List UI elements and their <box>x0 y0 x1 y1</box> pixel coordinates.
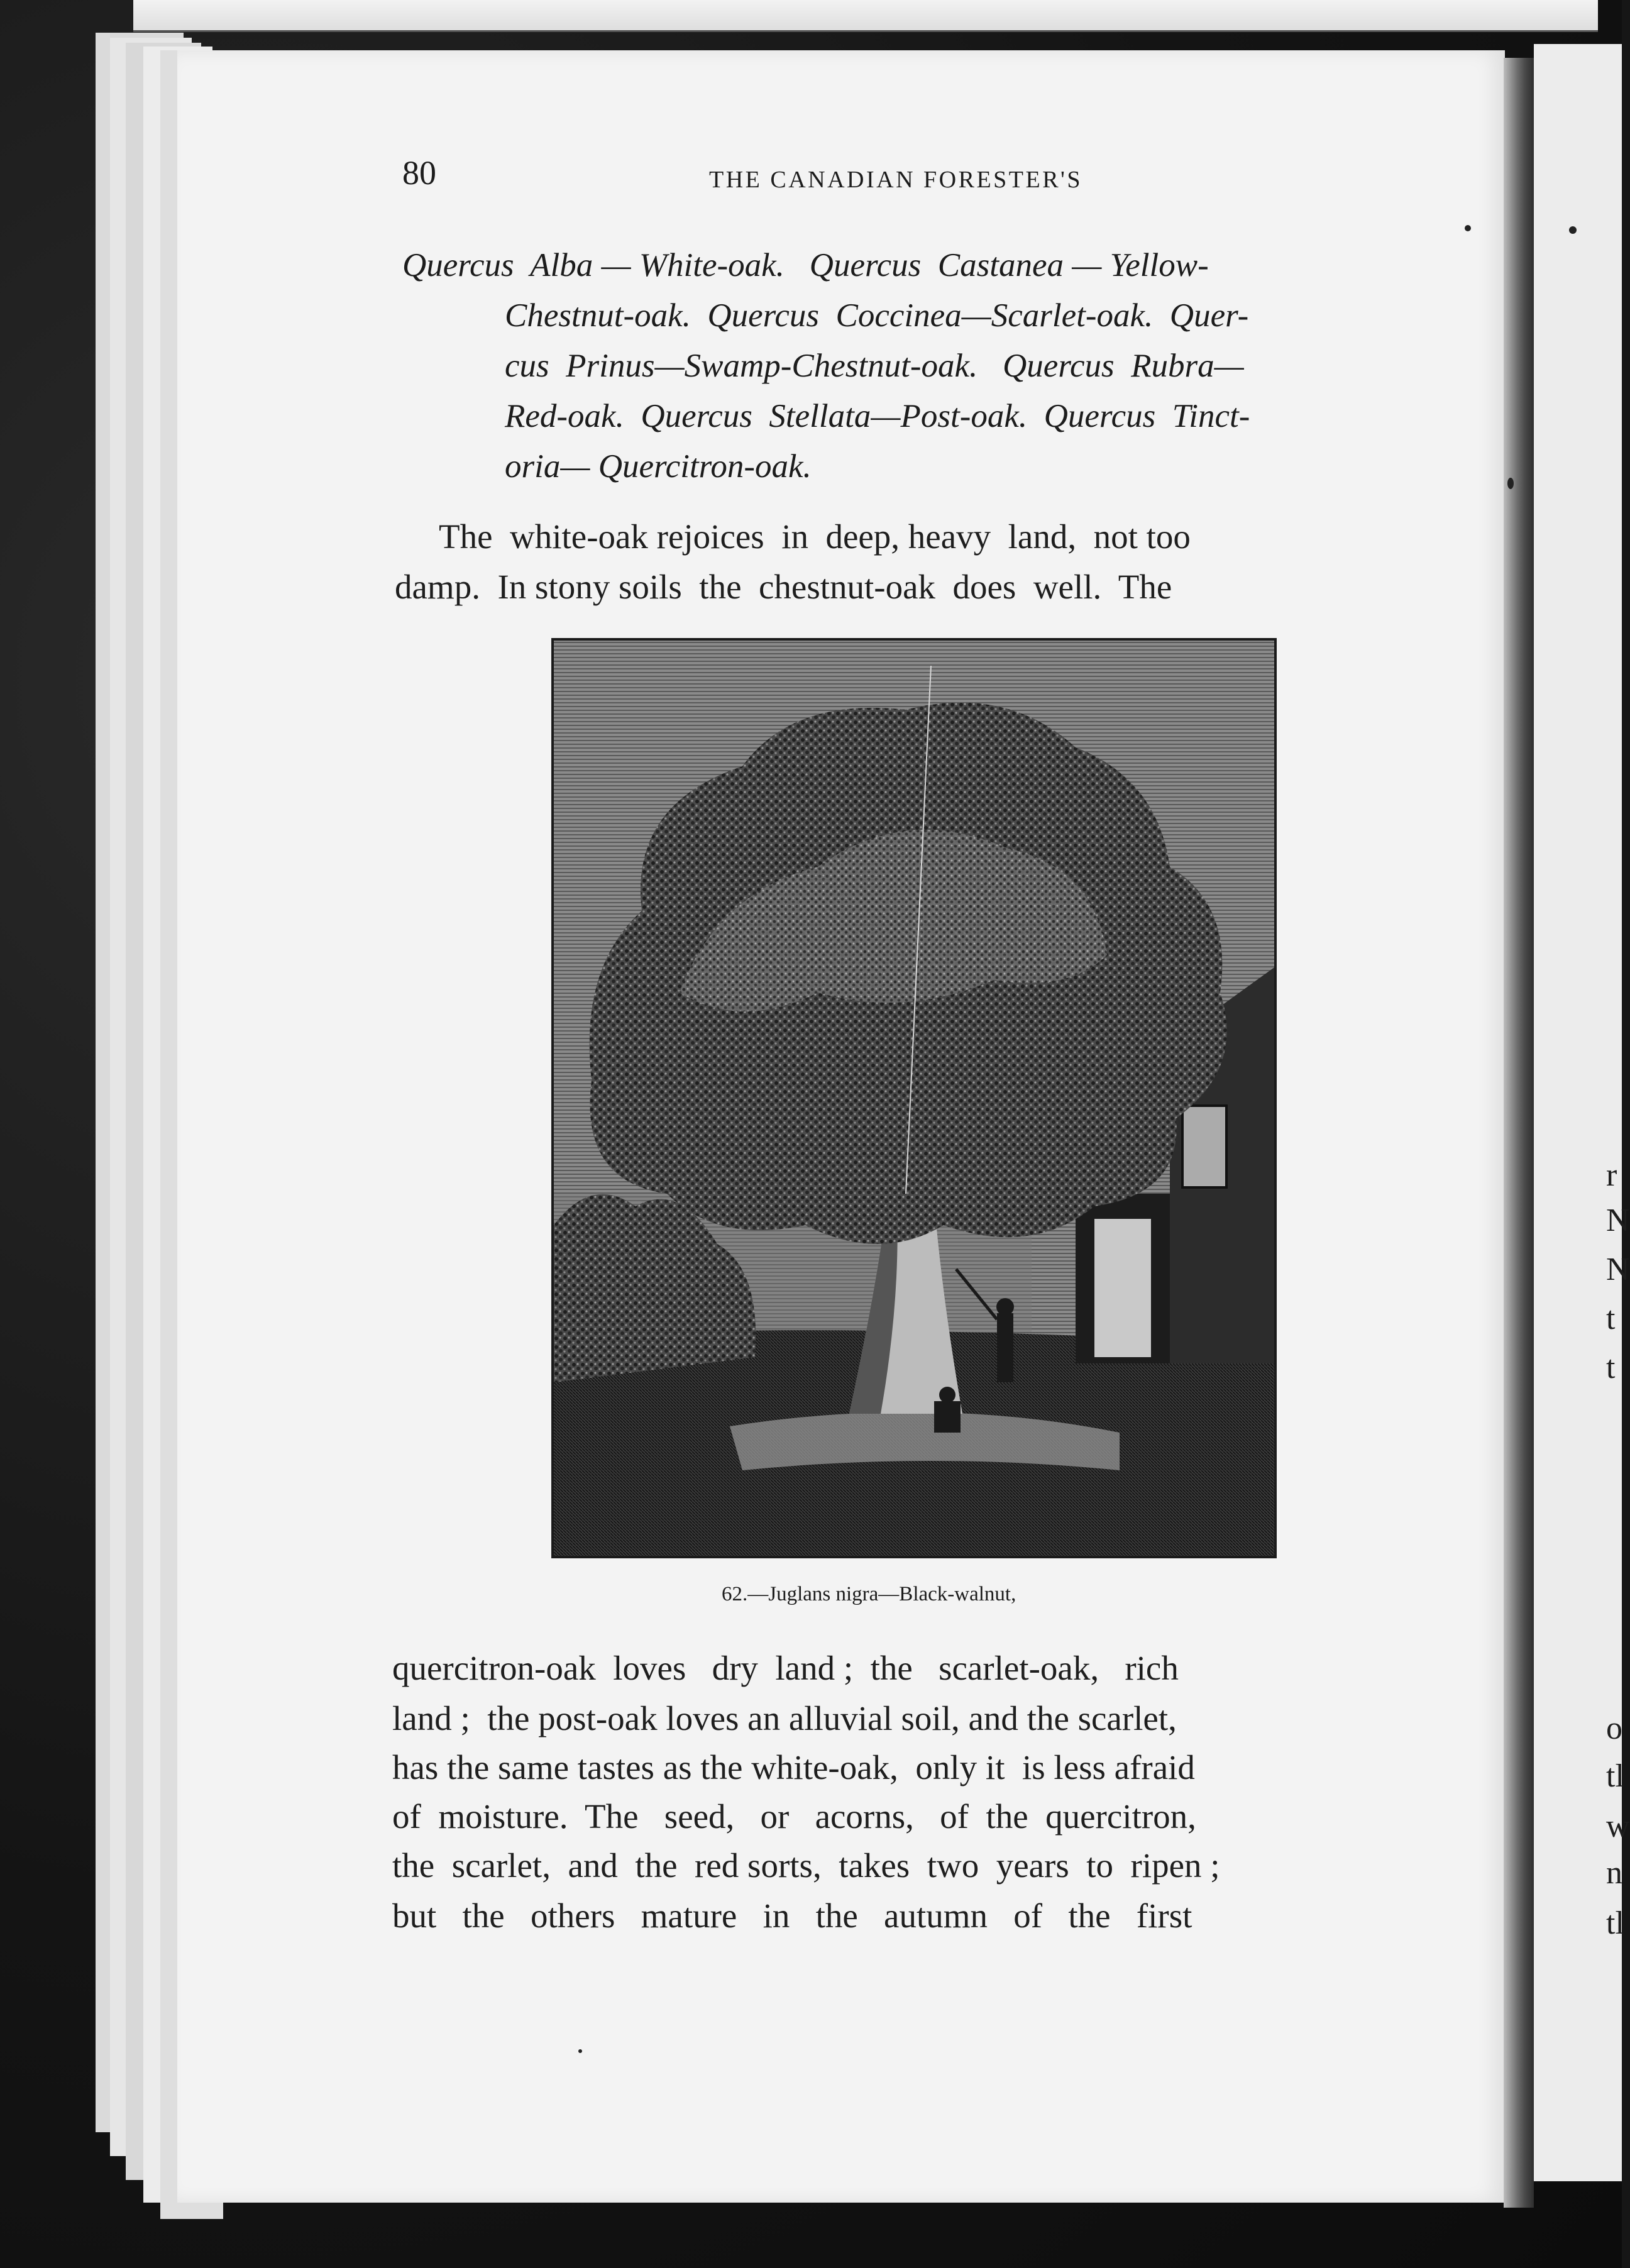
dust-speck <box>1569 226 1577 234</box>
paragraph-line: quercitron-oak loves dry land ; the scarlet-oak, rich <box>392 1649 1179 1687</box>
paragraph-line: of moisture. The seed, or acorns, of the quercitron, <box>392 1797 1196 1836</box>
facing-page-letter: r <box>1606 1157 1617 1193</box>
house-window <box>1182 1106 1226 1187</box>
paragraph-line: but the others mature in the autumn of the first <box>392 1896 1192 1935</box>
facing-page-letter: tl <box>1606 1758 1624 1794</box>
walnut-tree-engraving <box>554 641 1274 1556</box>
facing-page-letter: n <box>1606 1855 1622 1891</box>
facing-page-letter: t <box>1606 1301 1616 1336</box>
dust-speck <box>578 2049 582 2053</box>
paragraph-line: has the same tastes as the white-oak, only it is less afraid <box>392 1748 1195 1786</box>
facing-page-letter: w <box>1606 1808 1630 1844</box>
running-head: THE CANADIAN FORESTER'S <box>709 167 1083 193</box>
facing-page-letter: t <box>1606 1350 1616 1385</box>
dust-speck <box>1507 478 1514 489</box>
species-list-line: Chestnut-oak. Quercus Coccinea—Scarlet-oak. Quer- <box>505 297 1249 334</box>
figure-caption: 62.—Juglans nigra—Black-walnut, <box>722 1583 1016 1605</box>
facing-page-letter: N <box>1606 1252 1630 1287</box>
species-list-line: oria— Quercitron-oak. <box>505 448 812 485</box>
species-list-line: cus Prinus—Swamp-Chestnut-oak. Quercus Rubra— <box>505 348 1244 384</box>
facing-page-letter: N <box>1606 1203 1630 1238</box>
facing-page-letter: o <box>1606 1710 1622 1746</box>
paragraph-line: damp. In stony soils the chestnut-oak does well. The <box>395 568 1172 606</box>
dust-speck <box>1465 225 1471 231</box>
book-gutter <box>1504 58 1534 2208</box>
paragraph-line: the scarlet, and the red sorts, takes two years to ripen ; <box>392 1846 1220 1885</box>
paragraph-line: land ; the post-oak loves an alluvial soil, and the scarlet, <box>392 1699 1177 1737</box>
species-list-line: Quercus Alba — White-oak. Quercus Castanea — Yellow- <box>402 247 1209 284</box>
page-number: 80 <box>402 154 436 192</box>
figure-engraving <box>551 638 1277 1558</box>
facing-page-letter: tl <box>1606 1905 1624 1941</box>
top-cover-edge <box>133 0 1598 32</box>
paragraph-line: The white-oak rejoices in deep, heavy land, not too <box>439 517 1191 556</box>
species-list-line: Red-oak. Quercus Stellata—Post-oak. Quercus Tinct- <box>505 398 1250 434</box>
